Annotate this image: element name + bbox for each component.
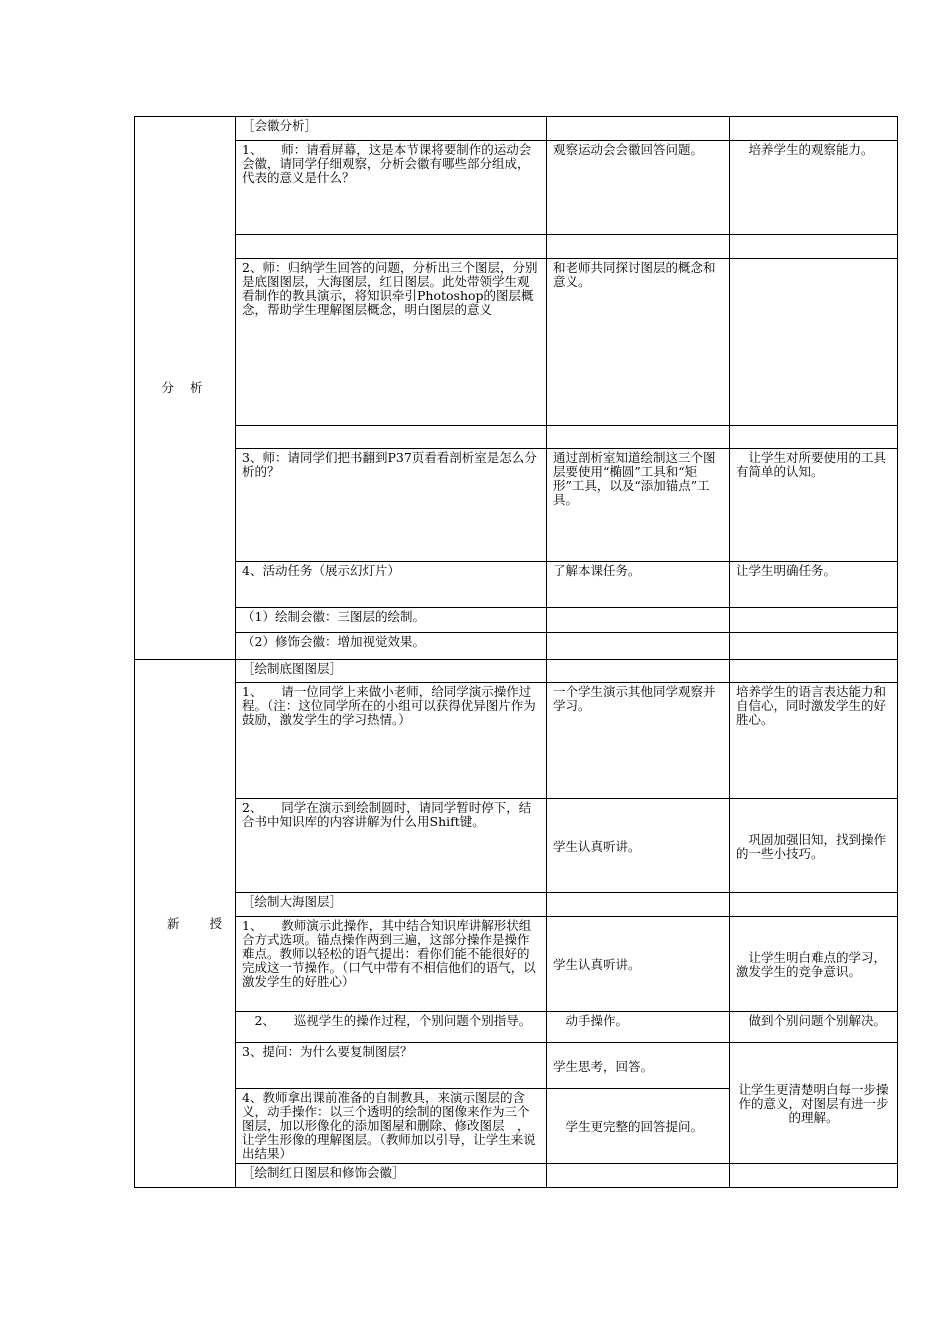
design-intent-cell: 让学生明确任务。	[730, 562, 898, 608]
design-intent-cell	[730, 608, 898, 633]
design-intent-cell	[730, 660, 898, 683]
step-cell	[236, 426, 547, 449]
step-cell	[236, 235, 547, 259]
section-label-char: 新	[167, 915, 180, 931]
table-row	[135, 893, 898, 917]
student-activity-cell	[547, 633, 730, 660]
design-intent-cell: 做到个别问题个别解决。	[730, 1012, 898, 1043]
student-activity-cell: 学生认真听讲。	[547, 917, 730, 1012]
table-row	[135, 917, 898, 1012]
table-row	[135, 449, 898, 562]
design-intent-cell: 培养学生的观察能力。	[730, 141, 898, 235]
step-cell: ［绘制大海图层］	[236, 893, 547, 917]
table-row	[135, 1164, 898, 1188]
table-row	[135, 608, 898, 633]
section-label-analysis: 分 析	[135, 117, 236, 660]
design-intent-cell	[730, 633, 898, 660]
student-activity-cell	[547, 608, 730, 633]
step-cell: 3、师：请同学们把书翻到P37页看看剖析室是怎么分析的？	[236, 449, 547, 562]
step-cell: 1、 师：请看屏幕，这是本节课将要制作的运动会会徽，请同学仔细观察，分析会徽有哪些部分组成，代表的意义是什么？	[236, 141, 547, 235]
table-row	[135, 1043, 898, 1089]
design-intent-cell: 让学生明白难点的学习，激发学生的竞争意识。	[730, 917, 898, 1012]
table-row	[135, 235, 898, 259]
student-activity-cell	[547, 1164, 730, 1188]
step-cell: ［会徽分析］	[236, 117, 547, 141]
section-label-char: 授	[209, 915, 223, 931]
step-cell: ［绘制底图图层］	[236, 660, 547, 683]
student-activity-cell	[547, 893, 730, 917]
step-cell: 1、 教师演示此操作，其中结合知识库讲解形状组合方式选项。锚点操作两到三遍，这部分操作是操作难点。教师以轻松的语气提出：看你们能不能很好的完成这一节操作。（口气中带有不相信他们的语气，以激发学生的好胜心）	[236, 917, 547, 1012]
design-intent-cell	[730, 1164, 898, 1188]
table-row	[135, 799, 898, 893]
table-row	[135, 660, 898, 683]
student-activity-cell	[547, 660, 730, 683]
table-row	[135, 117, 898, 141]
design-intent-cell	[730, 235, 898, 259]
table-row	[135, 562, 898, 608]
student-activity-cell: 学生更完整的回答提问。	[547, 1089, 730, 1164]
section-label-new-teaching	[135, 660, 236, 1188]
step-cell: 2、师：归纳学生回答的问题，分析出三个图层，分别是底图图层，大海图层，红日图层。此处带领学生观看制作的教具演示，将知识牵引Photoshop的图层概念，帮助学生理解图层概念，明白图层的意义	[236, 259, 547, 426]
design-intent-cell	[730, 893, 898, 917]
table-row	[135, 1012, 898, 1043]
step-cell: （2）修饰会徽：增加视觉效果。	[236, 633, 547, 660]
student-activity-cell: 通过剖析室知道绘制这三个图层要使用“椭圆”工具和“矩形”工具，以及“添加锚点”工具。	[547, 449, 730, 562]
step-cell: 2、 同学在演示到绘制圆时，请同学暂时停下，结合书中知识库的内容讲解为什么用Shift键。	[236, 799, 547, 893]
student-activity-cell: 了解本课任务。	[547, 562, 730, 608]
step-cell: 1、 请一位同学上来做小老师，给同学演示操作过程。（注：这位同学所在的小组可以获得优异图片作为鼓励，激发学生的学习热情。）	[236, 683, 547, 799]
student-activity-cell: 观察运动会会徽回答问题。	[547, 141, 730, 235]
student-activity-cell	[547, 117, 730, 141]
design-intent-cell: 培养学生的语言表达能力和自信心，同时激发学生的好胜心。	[730, 683, 898, 799]
lesson-plan-table	[134, 116, 898, 1188]
student-activity-cell: 学生思考，回答。	[547, 1043, 730, 1089]
student-activity-cell	[547, 235, 730, 259]
design-intent-cell	[730, 117, 898, 141]
student-activity-cell: 和老师共同探讨图层的概念和意义。	[547, 259, 730, 426]
student-activity-cell	[547, 426, 730, 449]
step-cell: （1）绘制会徽：三图层的绘制。	[236, 608, 547, 633]
step-cell: 3、提问：为什么要复制图层？	[236, 1043, 547, 1089]
table-row	[135, 141, 898, 235]
design-intent-cell	[730, 259, 898, 426]
design-intent-cell: 让学生对所要使用的工具有简单的认知。	[730, 449, 898, 562]
design-intent-cell: 巩固加强旧知，找到操作的一些小技巧。	[730, 799, 898, 893]
student-activity-cell: 动手操作。	[547, 1012, 730, 1043]
step-cell: 4、活动任务（展示幻灯片）	[236, 562, 547, 608]
student-activity-cell: 学生认真听讲。	[547, 799, 730, 893]
student-activity-cell: 一个学生演示其他同学观察并学习。	[547, 683, 730, 799]
step-cell: 4、教师拿出课前准备的自制教具，来演示图层的含义，动手操作：以三个透明的绘制的图像来作为三个图层，加以形像化的添加图屋和删除、修改图层 ，让学生形像的理解图层。（教师加以引导，让学生来说出结果）	[236, 1089, 547, 1164]
table-row	[135, 633, 898, 660]
step-cell: ［绘制红日图层和修饰会徽］	[236, 1164, 547, 1188]
table-row	[135, 259, 898, 426]
table-row	[135, 683, 898, 799]
table-row	[135, 426, 898, 449]
design-intent-cell	[730, 426, 898, 449]
step-cell: 2、 巡视学生的操作过程，个别问题个别指导。	[236, 1012, 547, 1043]
design-intent-cell: 让学生更清楚明白每一步操作的意义，对图层有进一步的理解。	[730, 1043, 898, 1164]
